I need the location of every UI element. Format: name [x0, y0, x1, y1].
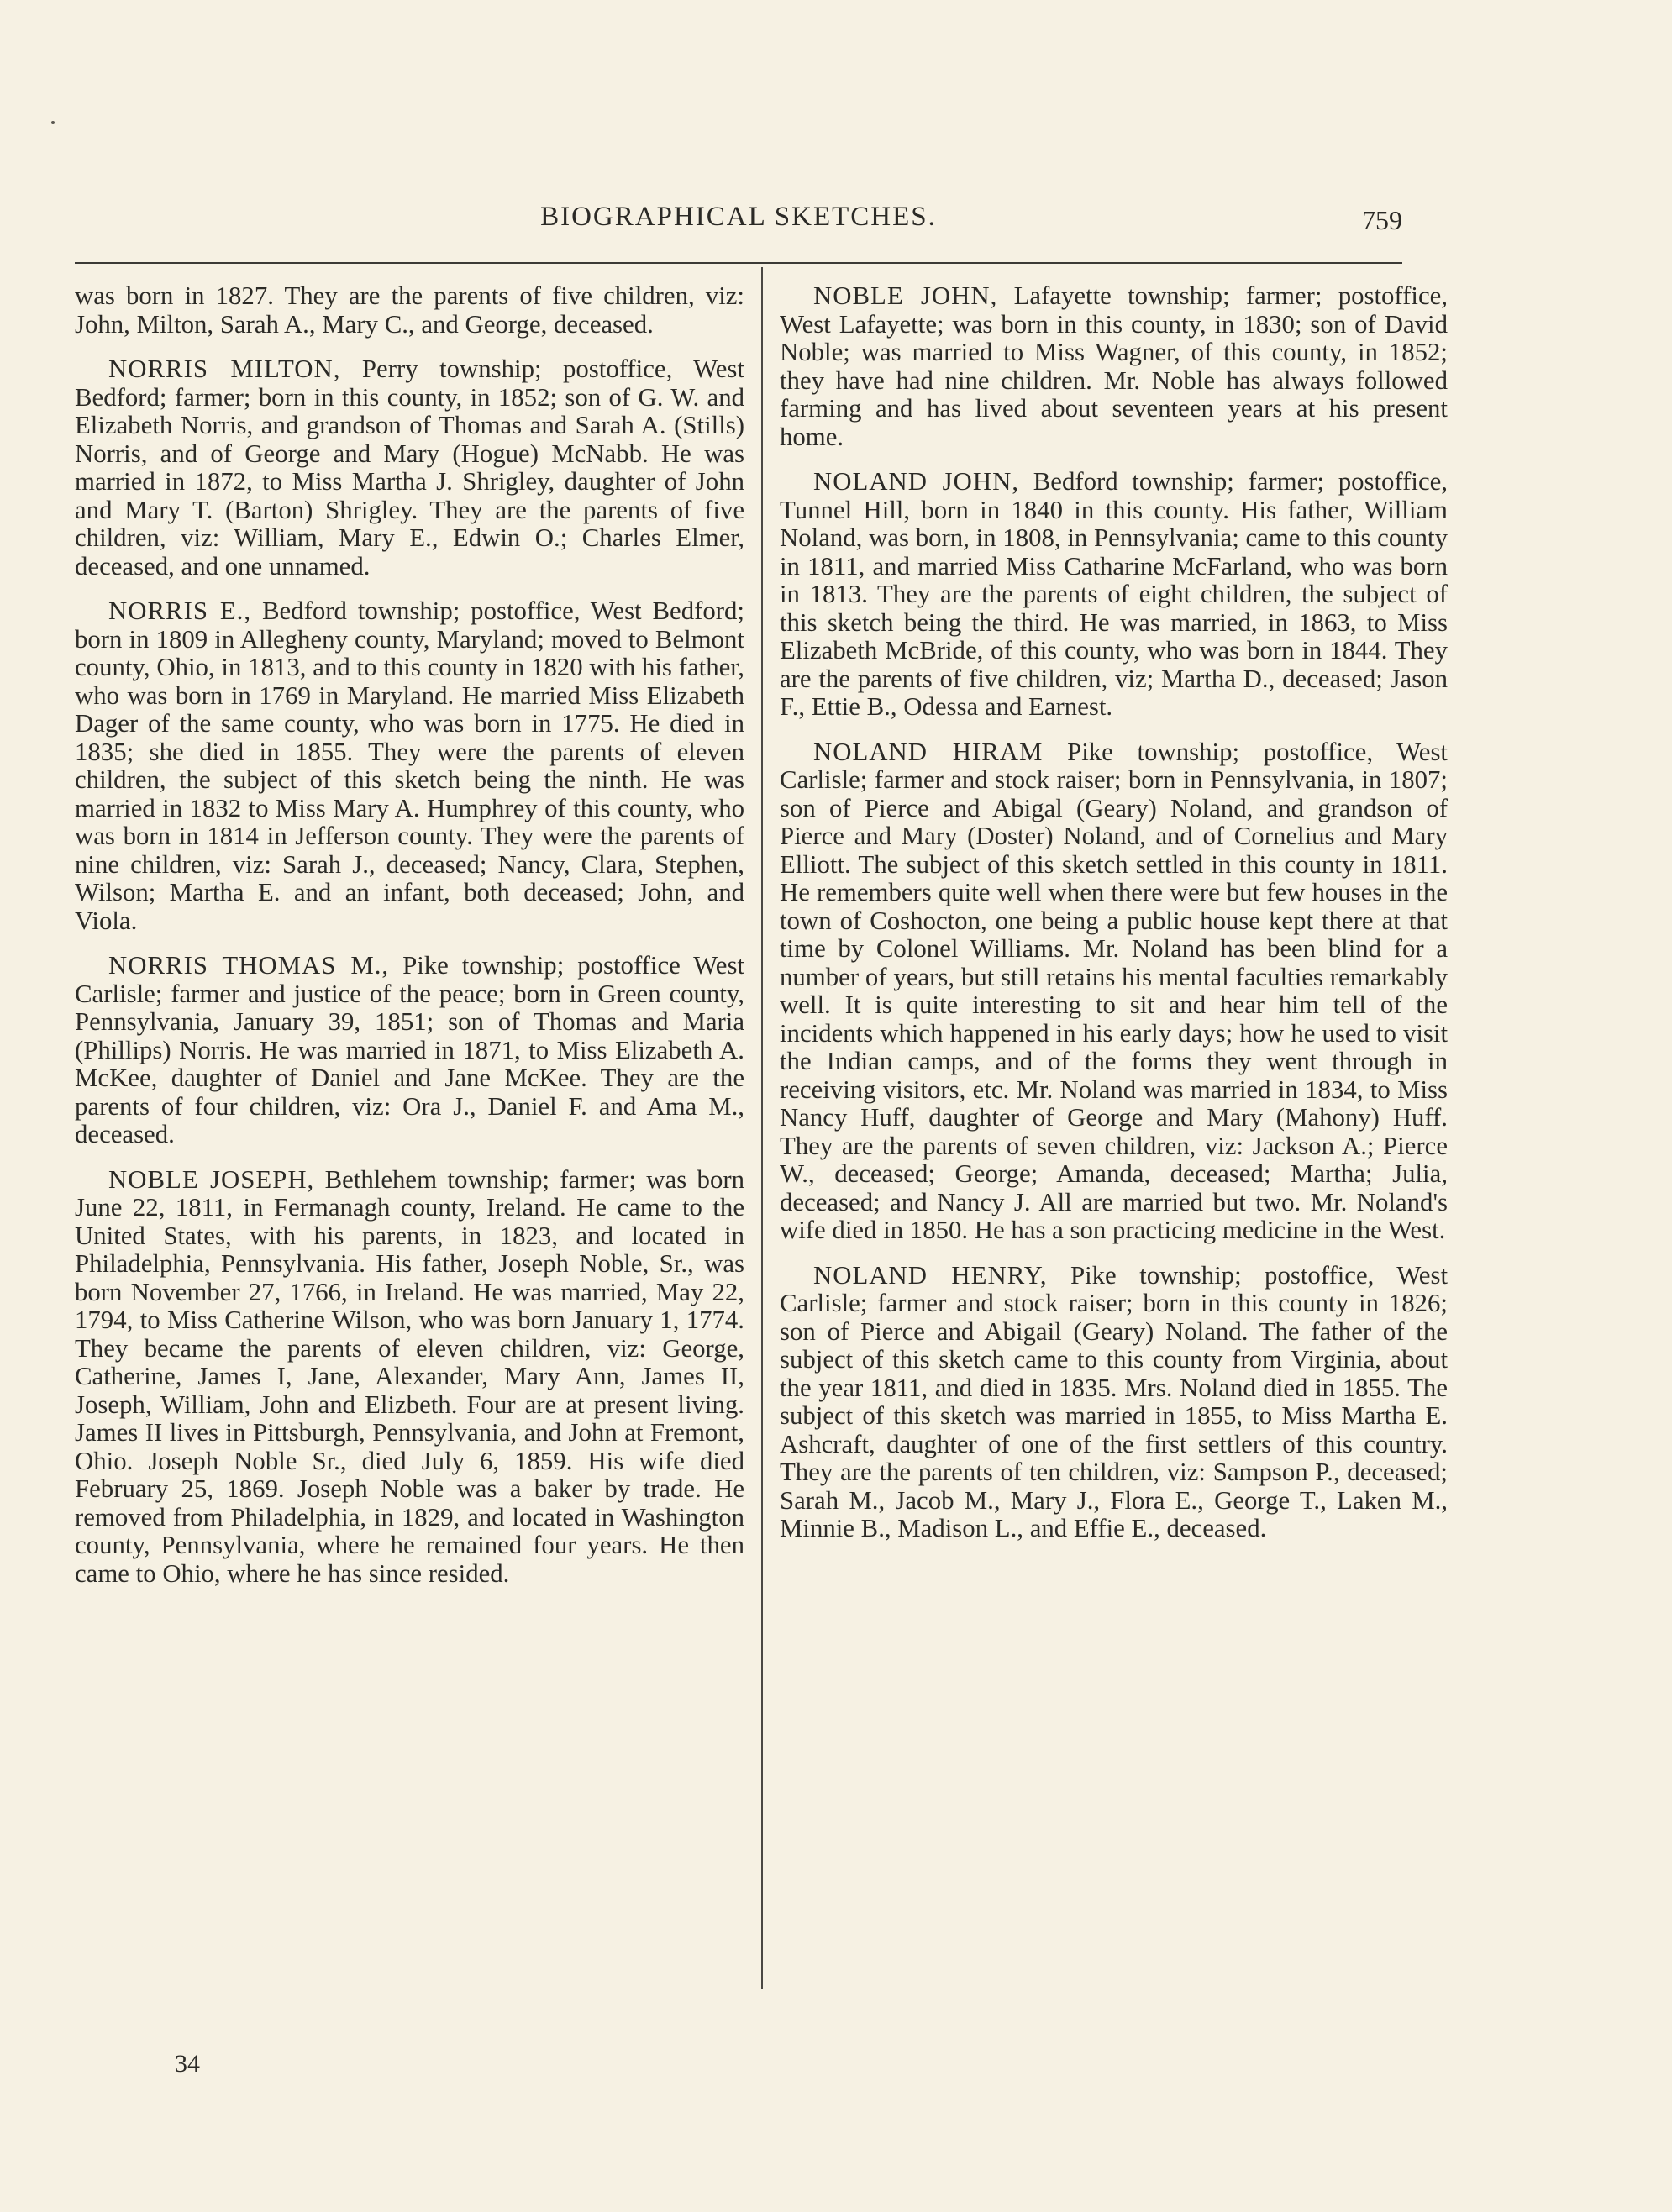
entry-text: Bedford township; postoffice, West Bedford; born in 1809 in Allegheny county, Maryland; moved to Belmont county, Ohio, in 1813, and to this county in 1820 with his father, who was born in 1769 in Maryland. He married Miss Elizabeth Dager of the same county, who was born in 1775. He died in 1835; she died in 1855. They were the parents of eleven children, the subject of this sketch being the ninth. He was married in 1832 to Miss Mary A. Humphrey of this county, who was born in 1814 in Jefferson county. They were the parents of nine children, viz: Sarah J., deceased; Nancy, Clara, Stephen, Wilson; Martha E. and an infant, both deceased; John, and Viola.: [75, 596, 744, 935]
biography-entry: [75, 597, 744, 935]
entry-name: NOLAND HIRAM: [813, 737, 1044, 766]
entry-text: Pike township; postoffice West Carlisle; farmer and justice of the peace; born in Green county, Pennsylvania, January 39, 1851; son of Thomas and Maria (Phillips) Norris. He was married in 1871, to Miss Elizabeth A. McKee, daughter of Daniel and Jane McKee. They are the parents of four children, viz: Ora J., Daniel F. and Ama M., deceased.: [75, 951, 744, 1148]
signature-mark: 34: [175, 2050, 200, 2078]
entry-text: Perry township; postoffice, West Bedford; farmer; born in this county, in 1852; son of G. W. and Elizabeth Norris, and grandson of Thomas and Sarah A. (Stills) Norris, and of George and Mary (Hogue) McNabb. He was married in 1872, to Miss Martha J. Shrigley, daughter of John and Mary T. (Barton) Shrigley. They are the parents of five children, viz: William, Mary E., Edwin O.; Charles Elmer, deceased, and one unnamed.: [75, 355, 744, 581]
entry-text: Pike township; postoffice, West Carlisle; farmer and stock raiser; born in this county in 1826; son of Pierce and Abigail (Geary) Noland. The father of the subject of this sketch came to this county from Virginia, about the year 1811, and died in 1835. Mrs. Noland died in 1855. The subject of this sketch was married in 1855, to Miss Martha E. Ashcraft, daughter of one of the first settlers of this country. They are the parents of ten children, viz: Sampson P., deceased; Sarah M., Jacob M., Mary J., Flora E., George T., Laken M., Minnie B., Madison L., and Effie E., deceased.: [780, 1260, 1448, 1542]
left-column: [75, 282, 744, 1605]
entry-name: NOLAND JOHN,: [813, 467, 1020, 496]
entry-text: Bedford township; farmer; postoffice, Tunnel Hill, born in 1840 in this county. His father, William Noland, was born, in 1808, in Pennsylvania; came to this county in 1811, and married Miss Catharine McFarland, who was born in 1813. They are the parents of eight children, the subject of this sketch being the third. He was married, in 1863, to Miss Elizabeth McBride, of this county, who was born in 1844. They are the parents of five children, viz; Martha D., deceased; Jason F., Ettie B., Odessa and Earnest.: [780, 467, 1448, 721]
entry-name: NORRIS E.,: [108, 596, 252, 625]
biography-entry: [780, 282, 1448, 451]
biography-entry: [75, 355, 744, 581]
page-header: [75, 202, 1402, 244]
entry-name: NORRIS THOMAS M.,: [108, 951, 390, 980]
continued-paragraph: was born in 1827. They are the parents of five children, viz: John, Milton, Sarah A., Mary C., and George, deceased.: [75, 281, 744, 339]
page-number: 759: [1362, 205, 1402, 235]
entry-text: Bethlehem township; farmer; was born June 22, 1811, in Fermanagh county, Ireland. He came to the United States, with his parents, in 1823, and located in Philadelphia, Pennsylvania. His father, Joseph Noble, Sr., was born November 27, 1766, in Ireland. He was married, May 22, 1794, to Miss Catherine Wilson, who was born January 1, 1774. They became the parents of eleven children, viz: George, Catherine, James I, Jane, Alexander, Mary Ann, James II, Joseph, William, John and Elizbeth. Four are at present living. James II lives in Pittsburgh, Pennsylvania, and John at Fremont, Ohio. Joseph Noble Sr., died July 6, 1859. His wife died February 25, 1869. Joseph Noble was a baker by trade. He removed from Philadelphia, in 1829, and located in Washington county, Pennsylvania, where he remained four years. He then came to Ohio, where he has since resided.: [75, 1164, 744, 1588]
column-divider: [761, 267, 763, 1989]
entry-text: Pike township; postoffice, West Carlisle; farmer and stock raiser; born in Pennsylvania, in 1807; son of Pierce and Abigal (Geary) Noland, and grandson of Pierce and Mary (Doster) Noland, and of Cornelius and Mary Elliott. The subject of this sketch settled in this county in 1811. He remembers quite well when there were but few houses in the town of Coshocton, one being a public house kept there at that time by Colonel Williams. Mr. Noland has been blind for a number of years, but still retains his mental faculties remarkably well. It is quite interesting to sit and hear him tell of the incidents which happened in his early days; how he used to visit the Indian camps, and of the forms they went through in receiving visitors, etc. Mr. Noland was married in 1834, to Miss Nancy Huff, daughter of George and Mary (Mahony) Huff. They are the parents of seven children, viz: Jackson A.; Pierce W., deceased; George; Amanda, deceased; Martha; Julia, deceased; and Nancy J. All are married but two. Mr. Noland's wife died in 1850. He has a son practicing medicine in the West.: [780, 737, 1448, 1244]
biography-entry: [780, 468, 1448, 722]
biography-entry: [75, 952, 744, 1149]
ink-speck: [51, 121, 55, 124]
running-head: BIOGRAPHICAL SKETCHES.: [540, 202, 937, 232]
biography-entry: [780, 738, 1448, 1245]
entry-name: NORRIS MILTON,: [108, 355, 341, 383]
entry-name: NOLAND HENRY,: [813, 1260, 1048, 1290]
entry-name: NOBLE JOSEPH,: [108, 1164, 315, 1194]
biography-entry: [75, 1166, 744, 1589]
entry-text: Lafayette township; farmer; postoffice, West Lafayette; was born in this county, in 1830; son of David Noble; was married to Miss Wagner, of this county, in 1852; they have had nine children. Mr. Noble has always followed farming and has lived about seventeen years at his present home.: [780, 281, 1448, 451]
entry-name: NOBLE JOHN,: [813, 281, 998, 310]
biography-entry: [780, 1262, 1448, 1543]
right-column: [780, 282, 1448, 1560]
header-rule: [75, 262, 1402, 264]
